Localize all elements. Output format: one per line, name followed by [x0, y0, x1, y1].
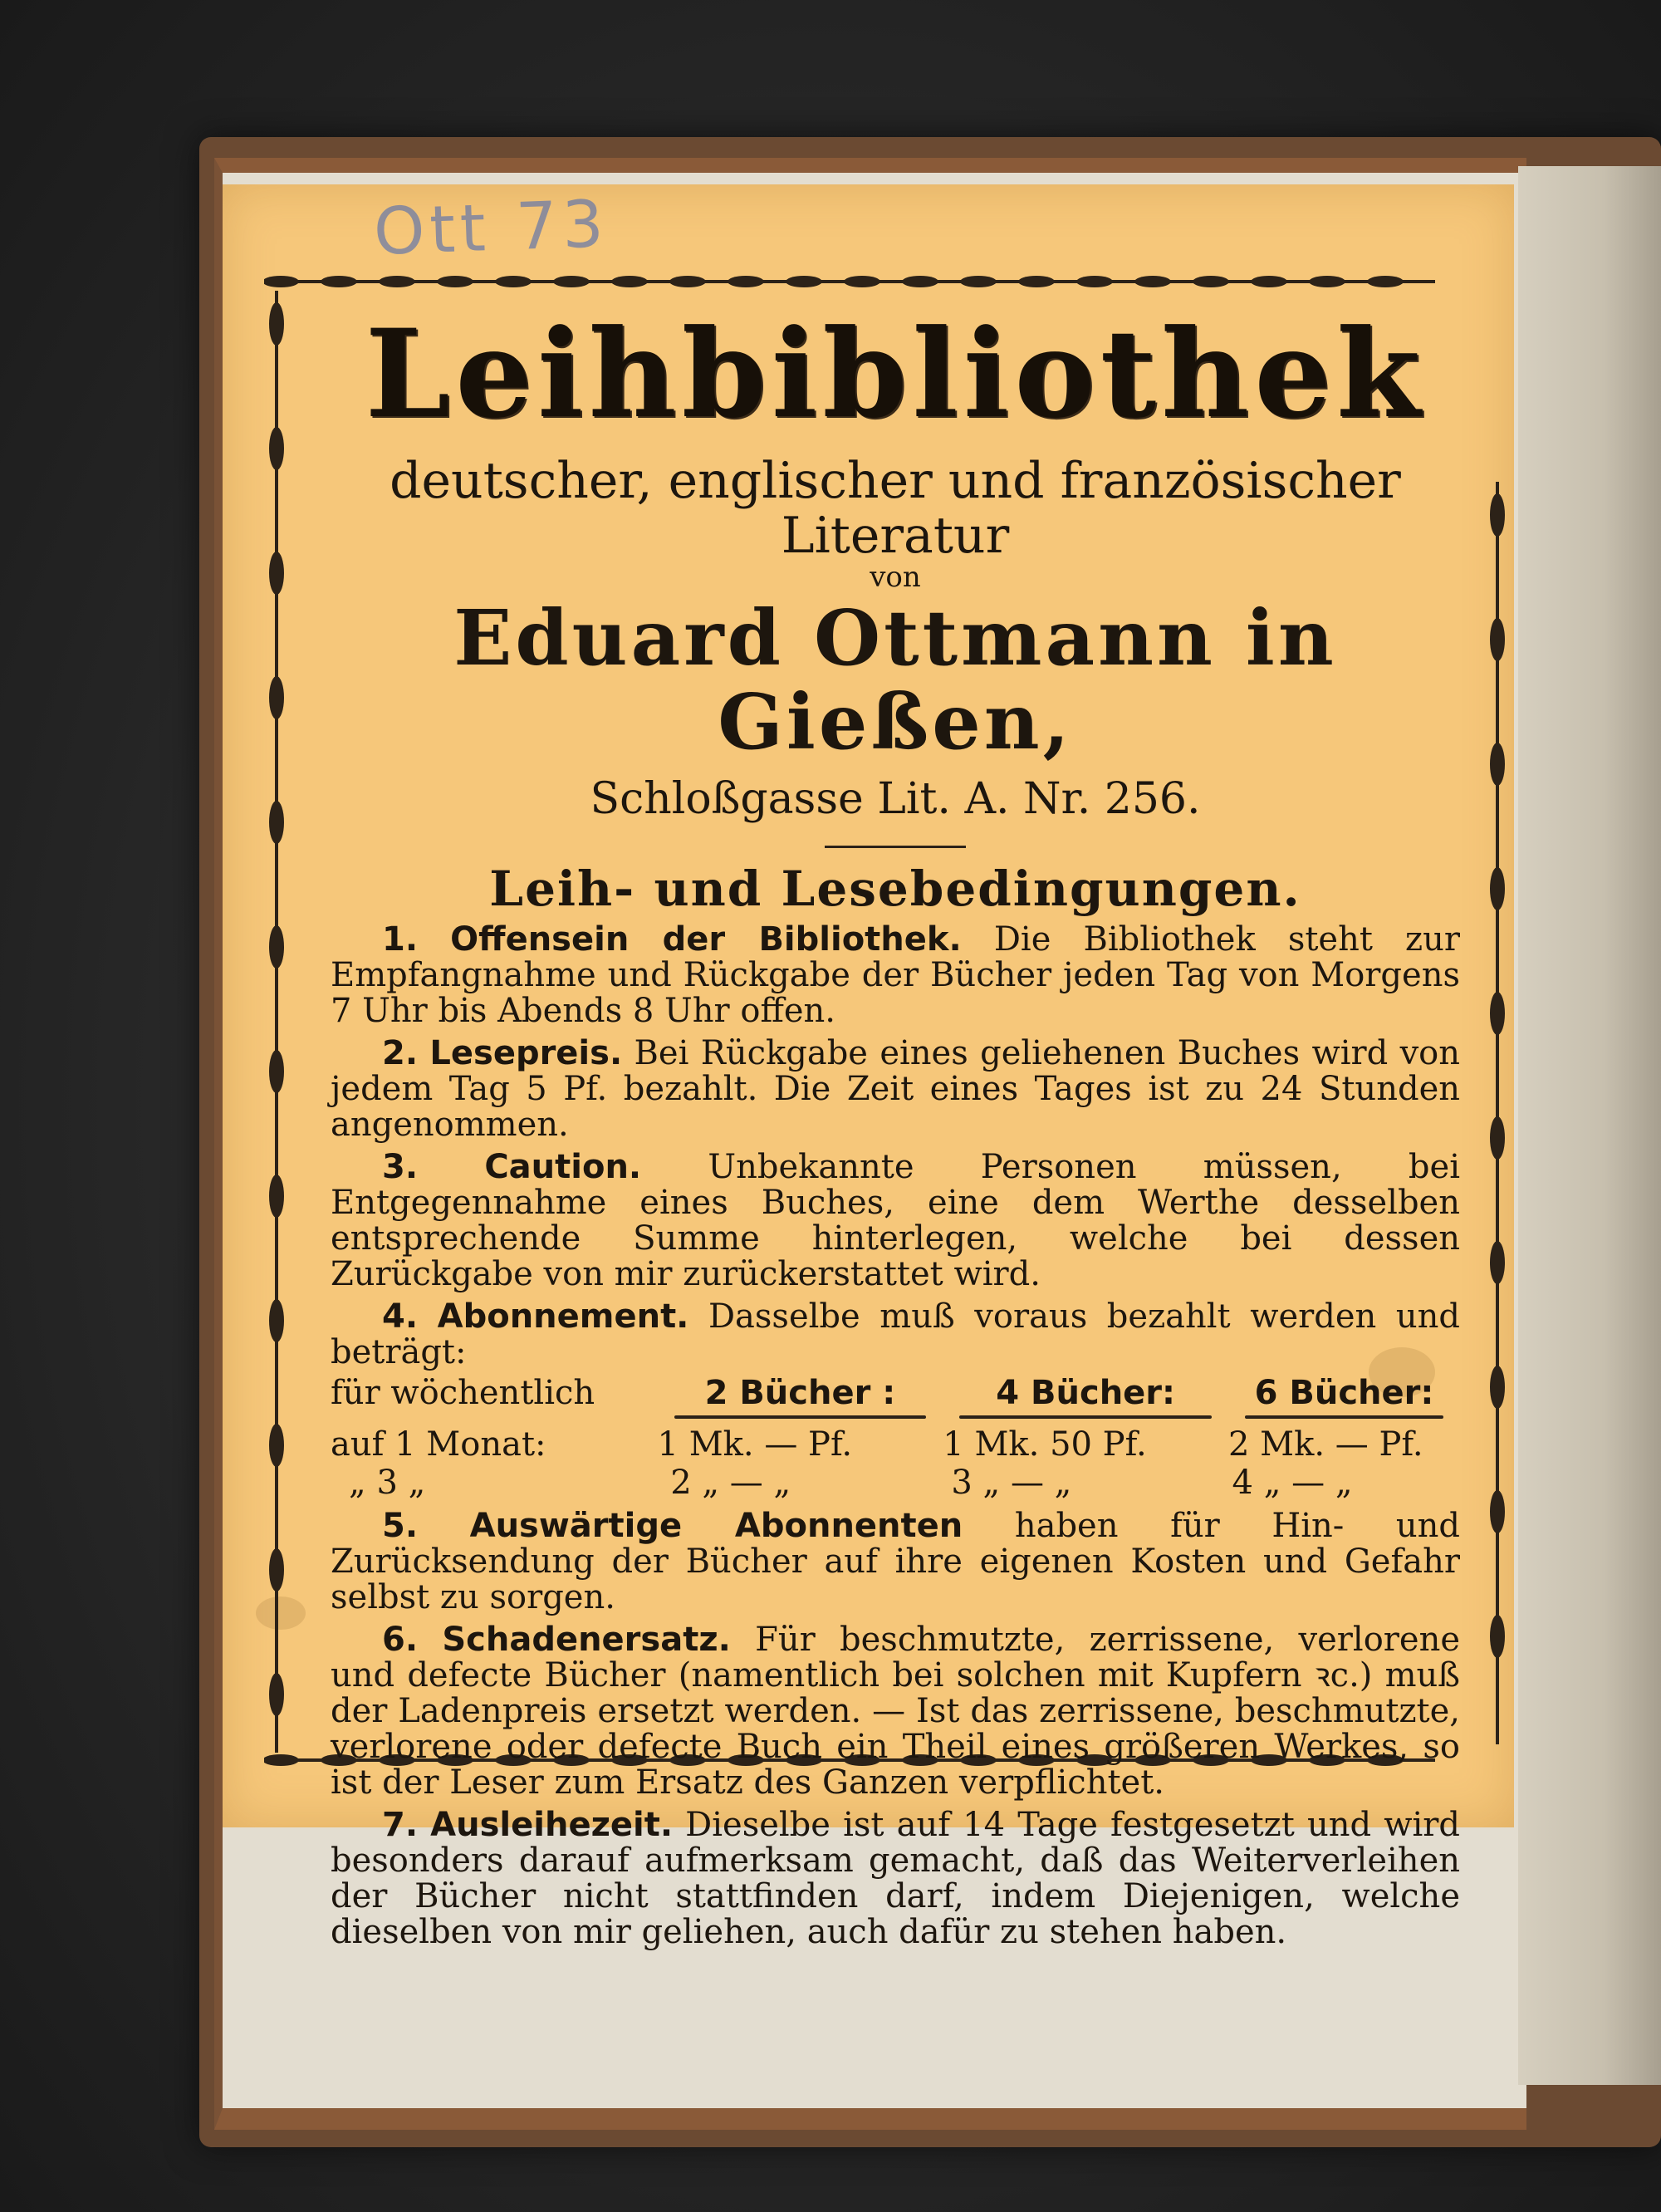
header-underline — [674, 1415, 927, 1419]
tariff-row — [331, 1425, 1460, 1464]
tariff-header-4-books: 4 Bücher: — [996, 1374, 1176, 1413]
condition-1 — [331, 922, 1460, 1029]
condition-heading: Ausleihezeit. — [430, 1806, 674, 1845]
conditions-heading: Leih- und Lesebedingungen. — [489, 860, 1301, 917]
von-line: von — [870, 561, 921, 594]
condition-heading: Abonnement. — [437, 1297, 689, 1337]
tariff-cell: 2 „ — „ — [670, 1464, 791, 1503]
condition-text: Unbekannte Personen müssen, bei Entgegennahme eines Buches, eine dem Werthe desselben entsprechende Summe hinterlegen, welche bei dessen Zurückgabe von mir zurückerstattet wird. — [331, 1148, 1461, 1294]
condition-number: 5. — [382, 1507, 419, 1546]
condition-text: Dieselbe ist auf 14 Tage festgesetzt und wird besonders darauf aufmerksam gemacht, daß das Weiterverleihen der Bücher nicht stattfinden darf, indem Diejenigen, welche dieselben von mir geliehen, auch dafür zu stehen haben. — [331, 1806, 1460, 1952]
condition-4 — [331, 1299, 1460, 1371]
condition-heading: Lesepreis. — [429, 1034, 623, 1073]
tariff-header-period: für wöchentlich — [331, 1374, 595, 1413]
book-page-edge — [1518, 166, 1661, 2085]
library-title: Leihbibliothek — [365, 303, 1426, 445]
condition-heading: Offensein der Bibliothek. — [450, 920, 962, 959]
tariff-header-row — [331, 1374, 1460, 1425]
divider-rule — [825, 846, 966, 848]
condition-number: 6. — [382, 1621, 419, 1660]
condition-number: 4. — [382, 1297, 419, 1337]
condition-3 — [331, 1150, 1460, 1292]
tariff-cell: auf 1 Monat: — [331, 1425, 546, 1464]
condition-text: Bei Rückgabe eines geliehenen Buches wird von jedem Tag 5 Pf. bezahlt. Die Zeit eines Tages ist zu 24 Stunden angenommen. — [331, 1034, 1461, 1145]
owner-address: Schloßgasse Lit. A. Nr. 256. — [590, 774, 1201, 825]
condition-heading: Schadenersatz. — [442, 1621, 731, 1660]
tariff-cell: „ 3 „ — [349, 1464, 426, 1503]
condition-6 — [331, 1622, 1460, 1801]
tariff-header-2-books: 2 Bücher : — [704, 1374, 896, 1413]
pencil-shelfmark: Ott 73 — [372, 187, 610, 270]
tariff-header-6-books: 6 Bücher: — [1254, 1374, 1434, 1413]
condition-5 — [331, 1508, 1460, 1616]
condition-number: 7. — [382, 1806, 419, 1845]
ornament-border-right — [1485, 482, 1510, 1744]
library-subtitle: deutscher, englischer und französischer Literatur — [390, 452, 1401, 565]
condition-heading: Auswärtige Abonnenten — [469, 1507, 963, 1546]
condition-number: 1. — [382, 920, 419, 959]
label-content — [331, 303, 1461, 1952]
condition-2 — [331, 1036, 1460, 1143]
condition-text: Für beschmutzte, zerrissene, verlorene und defecte Bücher (namentlich bei solchen mit Kupfern ꝛc.) muß der Ladenpreis ersetzt werden. — Ist das zerrissene, beschmutzte, verlorene oder defecte Buch ein Theil eines größeren Werkes, so ist der Leser zum Ersatz des Ganzen verpflichtet. — [331, 1621, 1461, 1802]
condition-text: haben für Hin- und Zurücksendung der Bücher auf ihre eigenen Kosten und Gefahr selbst zu sorgen. — [331, 1507, 1460, 1617]
subscription-tariff — [331, 1374, 1460, 1502]
tariff-cell: 2 Mk. — Pf. — [1228, 1425, 1423, 1464]
tariff-cell: 4 „ — „ — [1232, 1464, 1353, 1503]
tariff-cell: 1 Mk. 50 Pf. — [943, 1425, 1147, 1464]
tariff-cell: 3 „ — „ — [951, 1464, 1072, 1503]
ornament-border-top — [264, 272, 1435, 291]
condition-number: 3. — [382, 1148, 419, 1187]
condition-text: Dasselbe muß voraus bezahlt werden und beträgt: — [331, 1297, 1461, 1372]
condition-text: Die Bibliothek steht zur Empfangnahme und Rückgabe der Bücher jeden Tag von Morgens 7 Uhr bis Abends 8 Uhr offen. — [331, 920, 1460, 1031]
condition-number: 2. — [382, 1034, 419, 1073]
condition-heading: Caution. — [484, 1148, 642, 1187]
ornament-border-left — [264, 291, 289, 1753]
owner-name: Eduard Ottmann in Gießen, — [453, 593, 1337, 768]
condition-7 — [331, 1807, 1460, 1950]
tariff-row — [331, 1464, 1460, 1502]
header-underline — [959, 1415, 1212, 1419]
tariff-cell: 1 Mk. — Pf. — [657, 1425, 853, 1464]
header-underline — [1245, 1415, 1443, 1419]
